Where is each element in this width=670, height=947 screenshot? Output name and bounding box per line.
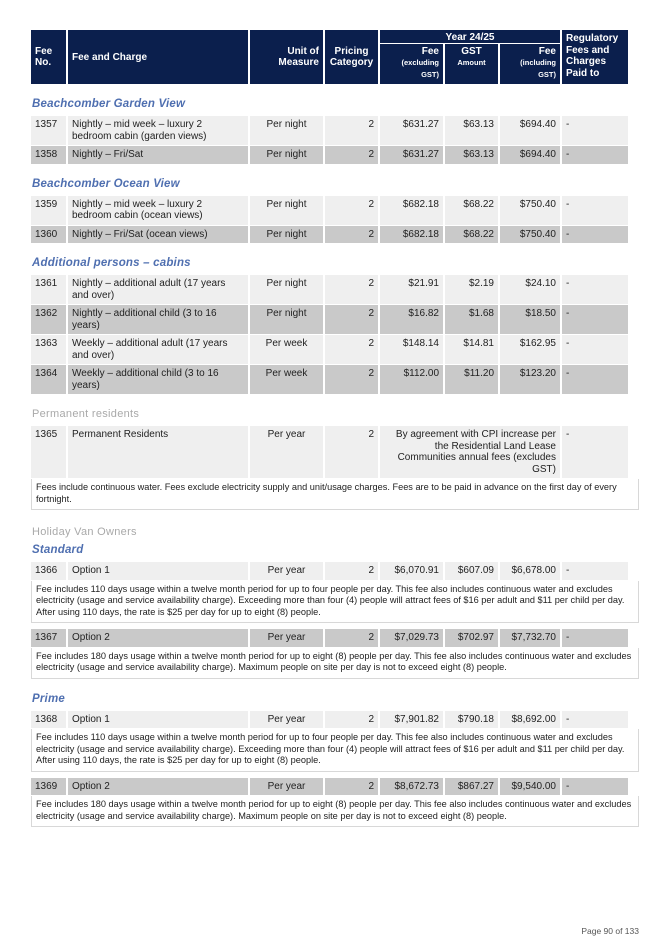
- header-gst-label: GST: [461, 46, 482, 57]
- fee-excluding-gst: $7,901.82: [380, 711, 443, 729]
- gst-amount: $68.22: [445, 226, 498, 244]
- table-row: [31, 778, 639, 796]
- fee-excluding-gst: $8,672.73: [380, 778, 443, 796]
- fee-excluding-gst: $148.14: [380, 335, 443, 364]
- fee-description: Option 1: [68, 711, 248, 729]
- unit-of-measure: Per night: [250, 275, 323, 304]
- header-fee-ex-sub: (excluding GST): [401, 58, 439, 79]
- table-row: [31, 365, 639, 394]
- fee-no: 1369: [31, 778, 66, 796]
- header-fee-excluding: [380, 44, 443, 84]
- pricing-category: 2: [325, 778, 378, 796]
- gst-amount: $607.09: [445, 562, 498, 580]
- regulatory-paid-to: -: [562, 196, 628, 225]
- table-row: [31, 146, 639, 164]
- gst-amount: $1.68: [445, 305, 498, 334]
- section-additional-persons: Additional persons – cabins: [32, 257, 191, 269]
- fee-excluding-gst: $682.18: [380, 196, 443, 225]
- unit-of-measure: Per year: [250, 778, 323, 796]
- fee-description: Weekly – additional adult (17 years and over): [68, 335, 248, 364]
- regulatory-paid-to: -: [562, 226, 628, 244]
- gst-amount: $790.18: [445, 711, 498, 729]
- regulatory-paid-to: -: [562, 629, 628, 647]
- gst-amount: $63.13: [445, 146, 498, 164]
- fee-including-gst: $6,678.00: [500, 562, 560, 580]
- fee-including-gst: $162.95: [500, 335, 560, 364]
- regulatory-paid-to: -: [562, 365, 628, 394]
- regulatory-paid-to: -: [562, 146, 628, 164]
- regulatory-paid-to: -: [562, 562, 628, 580]
- fee-no: 1361: [31, 275, 66, 304]
- fee-excluding-gst: $682.18: [380, 226, 443, 244]
- regulatory-paid-to: -: [562, 305, 628, 334]
- unit-of-measure: Per night: [250, 146, 323, 164]
- header-regulatory: Regulatory Fees and Charges Paid to: [562, 30, 628, 84]
- fee-no: 1368: [31, 711, 66, 729]
- fee-excluding-gst: $16.82: [380, 305, 443, 334]
- fee-including-gst: $9,540.00: [500, 778, 560, 796]
- page-number: Page 90 of 133: [581, 926, 639, 936]
- unit-of-measure: Per week: [250, 365, 323, 394]
- fee-including-gst: $24.10: [500, 275, 560, 304]
- header-gst: [445, 44, 498, 84]
- header-fee-no: Fee No.: [31, 30, 66, 84]
- unit-of-measure: Per year: [250, 426, 323, 478]
- header-fee-inc-label: Fee: [538, 46, 556, 57]
- fee-description: Option 1: [68, 562, 248, 580]
- fee-including-gst: $694.40: [500, 116, 560, 145]
- gst-amount: $702.97: [445, 629, 498, 647]
- pricing-category: 2: [325, 275, 378, 304]
- gst-amount: $63.13: [445, 116, 498, 145]
- fee-agreement-text: By agreement with CPI increase per the Residential Land Lease Communities annual fees (excludes GST): [380, 426, 560, 478]
- fee-no: 1357: [31, 116, 66, 145]
- fee-no: 1366: [31, 562, 66, 580]
- header-pricing-category: Pricing Category: [325, 30, 378, 84]
- table-row: [31, 275, 639, 304]
- note-option-110-days: Fee includes 110 days usage within a twelve month period for up to four people per day. This fee also includes continuous water and excludes electricity (usage and service availability charge). Exceeding more than four (4) people will attract fees of $16 per adult and $11 per child per day. After using 110 days, the rate is $25 per day for up to eight (8) people.: [31, 729, 639, 772]
- header-gst-sub: Amount: [457, 58, 486, 67]
- regulatory-paid-to: -: [562, 275, 628, 304]
- gst-amount: $14.81: [445, 335, 498, 364]
- header-fee-ex-label: Fee: [421, 46, 439, 57]
- pricing-category: 2: [325, 116, 378, 145]
- fee-including-gst: $8,692.00: [500, 711, 560, 729]
- fee-including-gst: $18.50: [500, 305, 560, 334]
- pricing-category: 2: [325, 146, 378, 164]
- note-option-180-days: Fee includes 180 days usage within a twelve month period for up to eight (8) people per day. This fee also includes continuous water and excludes electricity (usage and service availability charge). Maximum people on site per day is not to exceed eight (8) people.: [31, 648, 639, 679]
- fee-description: Option 2: [68, 778, 248, 796]
- unit-of-measure: Per year: [250, 562, 323, 580]
- unit-of-measure: Per night: [250, 196, 323, 225]
- fee-including-gst: $694.40: [500, 146, 560, 164]
- fee-including-gst: $750.40: [500, 226, 560, 244]
- fee-description: Nightly – additional adult (17 years and over): [68, 275, 248, 304]
- unit-of-measure: Per year: [250, 711, 323, 729]
- gst-amount: $11.20: [445, 365, 498, 394]
- section-standard: Standard: [32, 544, 84, 556]
- fee-no: 1365: [31, 426, 66, 478]
- fee-excluding-gst: $6,070.91: [380, 562, 443, 580]
- section-beachcomber-garden: Beachcomber Garden View: [32, 98, 186, 110]
- fee-description: Nightly – mid week – luxury 2 bedroom cabin (garden views): [68, 116, 248, 145]
- header-unit-of-measure: Unit of Measure: [250, 30, 323, 84]
- regulatory-paid-to: -: [562, 778, 628, 796]
- unit-of-measure: Per night: [250, 116, 323, 145]
- gst-amount: $68.22: [445, 196, 498, 225]
- fee-schedule-page: [31, 30, 639, 833]
- unit-of-measure: Per night: [250, 305, 323, 334]
- table-header: [31, 30, 639, 84]
- gst-amount: $2.19: [445, 275, 498, 304]
- fee-description: Permanent Residents: [68, 426, 248, 478]
- fee-description: Nightly – mid week – luxury 2 bedroom cabin (ocean views): [68, 196, 248, 225]
- table-row: [31, 629, 639, 647]
- regulatory-paid-to: -: [562, 335, 628, 364]
- gst-amount: $867.27: [445, 778, 498, 796]
- note-permanent-residents: Fees include continuous water. Fees exclude electricity supply and unit/usage charges. Fees are to be paid in advance on the first day of every fortnight.: [31, 479, 639, 510]
- section-holiday-van-owners: Holiday Van Owners: [32, 526, 137, 538]
- section-permanent-residents: Permanent residents: [32, 408, 140, 420]
- pricing-category: 2: [325, 335, 378, 364]
- section-prime: Prime: [32, 692, 65, 705]
- fee-description: Nightly – Fri/Sat (ocean views): [68, 226, 248, 244]
- note-option-180-days: Fee includes 180 days usage within a twelve month period for up to eight (8) people per day. This fee also includes continuous water and excludes electricity (usage and service availability charge). Maximum people on site per day is not to exceed eight (8) people.: [31, 796, 639, 827]
- fee-excluding-gst: $631.27: [380, 146, 443, 164]
- regulatory-paid-to: -: [562, 116, 628, 145]
- table-row: [31, 426, 639, 478]
- fee-description: Weekly – additional child (3 to 16 years): [68, 365, 248, 394]
- table-row: [31, 562, 639, 580]
- table-row: [31, 196, 639, 225]
- fee-description: Nightly – Fri/Sat: [68, 146, 248, 164]
- pricing-category: 2: [325, 426, 378, 478]
- table-row: [31, 711, 639, 729]
- header-year: Year 24/25: [380, 30, 560, 44]
- header-fee-and-charge: Fee and Charge: [68, 30, 248, 84]
- fee-no: 1358: [31, 146, 66, 164]
- unit-of-measure: Per night: [250, 226, 323, 244]
- fee-excluding-gst: $21.91: [380, 275, 443, 304]
- fee-no: 1363: [31, 335, 66, 364]
- fee-excluding-gst: $7,029.73: [380, 629, 443, 647]
- table-row: [31, 335, 639, 364]
- pricing-category: 2: [325, 365, 378, 394]
- fee-description: Nightly – additional child (3 to 16 years): [68, 305, 248, 334]
- regulatory-paid-to: -: [562, 426, 628, 478]
- fee-no: 1362: [31, 305, 66, 334]
- pricing-category: 2: [325, 629, 378, 647]
- pricing-category: 2: [325, 562, 378, 580]
- pricing-category: 2: [325, 226, 378, 244]
- pricing-category: 2: [325, 196, 378, 225]
- fee-excluding-gst: $631.27: [380, 116, 443, 145]
- table-row: [31, 305, 639, 334]
- fee-including-gst: $750.40: [500, 196, 560, 225]
- fee-including-gst: $7,732.70: [500, 629, 560, 647]
- unit-of-measure: Per week: [250, 335, 323, 364]
- fee-no: 1367: [31, 629, 66, 647]
- fee-no: 1359: [31, 196, 66, 225]
- fee-description: Option 2: [68, 629, 248, 647]
- section-beachcomber-ocean: Beachcomber Ocean View: [32, 177, 180, 190]
- regulatory-paid-to: -: [562, 711, 628, 729]
- fee-excluding-gst: $112.00: [380, 365, 443, 394]
- note-option-110-days: Fee includes 110 days usage within a twelve month period for up to four people per day. This fee also includes continuous water and excludes electricity (usage and service availability charge). Exceeding more than four (4) people will attract fees of $16 per adult and $11 per child per day. After using 110 days, the rate is $25 per day for up to eight (8) people.: [31, 581, 639, 624]
- fee-no: 1364: [31, 365, 66, 394]
- pricing-category: 2: [325, 711, 378, 729]
- header-fee-including: [500, 44, 560, 84]
- unit-of-measure: Per year: [250, 629, 323, 647]
- table-row: [31, 116, 639, 145]
- header-fee-inc-sub: (including GST): [520, 58, 556, 79]
- fee-including-gst: $123.20: [500, 365, 560, 394]
- table-row: [31, 226, 639, 244]
- pricing-category: 2: [325, 305, 378, 334]
- fee-no: 1360: [31, 226, 66, 244]
